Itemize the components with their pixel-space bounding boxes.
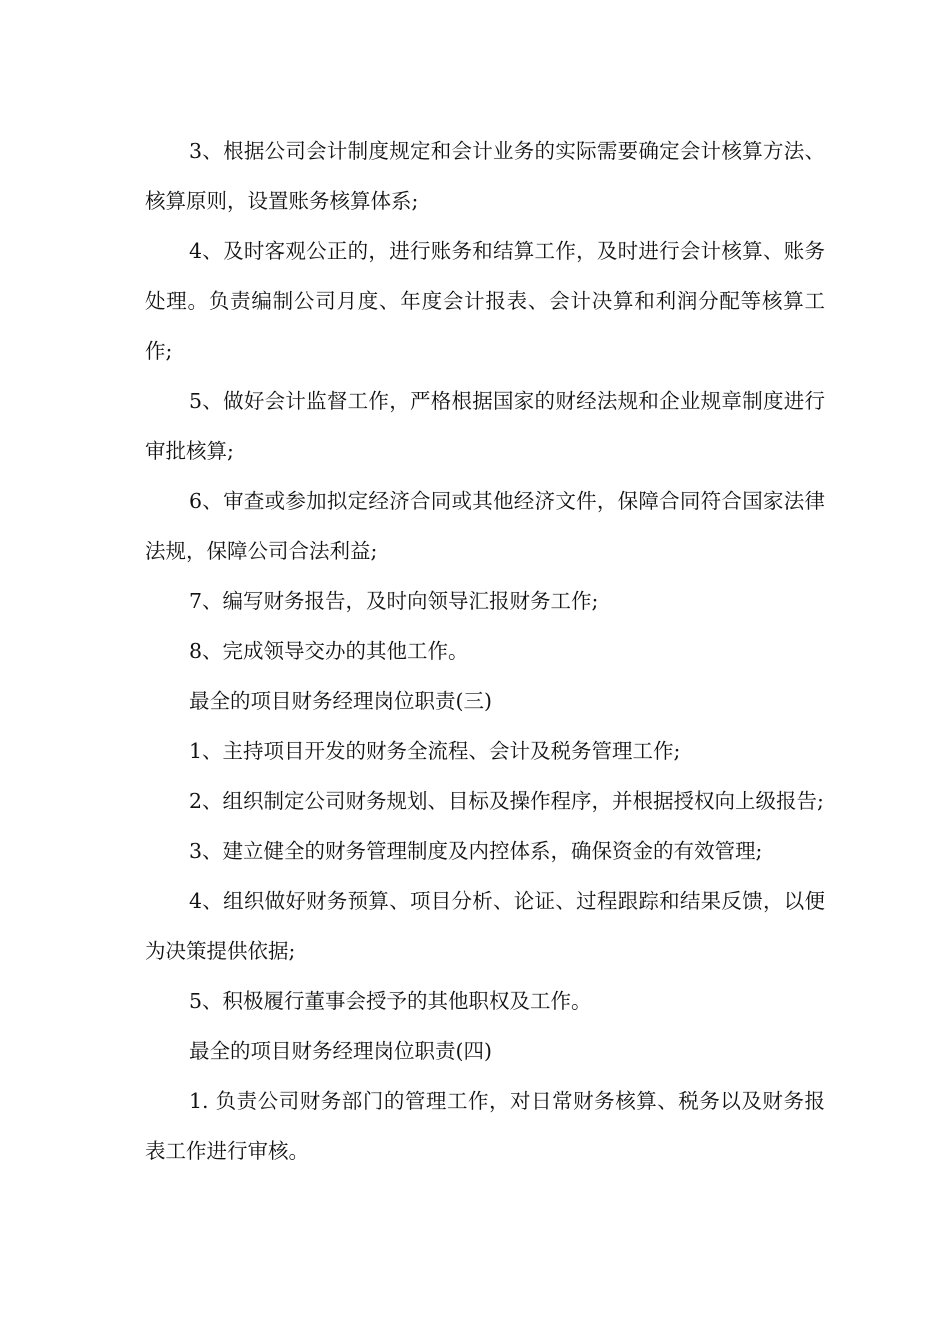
paragraph: 1、主持项目开发的财务全流程、会计及税务管理工作;: [189, 739, 681, 763]
paragraph: 8、完成领导交办的其他工作。: [189, 639, 469, 663]
paragraph: 3、建立健全的财务管理制度及内控体系，确保资金的有效管理;: [189, 839, 763, 863]
section-heading: 最全的项目财务经理岗位职责(三): [189, 689, 492, 713]
paragraph: 6、审查或参加拟定经济合同或其他经济文件，保障合同符合国家法律法规，保障公司合法利益;: [145, 489, 825, 563]
paragraph: 3、根据公司会计制度规定和会计业务的实际需要确定会计核算方法、核算原则，设置账务核算体系;: [145, 139, 825, 213]
paragraph: 7、编写财务报告，及时向领导汇报财务工作;: [189, 589, 599, 613]
paragraph: 1. 负责公司财务部门的管理工作，对日常财务核算、税务以及财务报表工作进行审核。: [145, 1089, 825, 1163]
paragraph: 5、积极履行董事会授予的其他职权及工作。: [189, 989, 592, 1013]
section-heading: 最全的项目财务经理岗位职责(四): [189, 1039, 492, 1063]
paragraph: 5、做好会计监督工作，严格根据国家的财经法规和企业规章制度进行审批核算;: [145, 389, 825, 463]
paragraph: 4、组织做好财务预算、项目分析、论证、过程跟踪和结果反馈，以便为决策提供依据;: [145, 889, 825, 963]
paragraph: 4、及时客观公正的，进行账务和结算工作，及时进行会计核算、账务处理。负责编制公司月度、年度会计报表、会计决算和利润分配等核算工作;: [145, 239, 825, 363]
paragraph: 2、组织制定公司财务规划、目标及操作程序，并根据授权向上级报告;: [189, 789, 824, 813]
document-body: [145, 126, 825, 1176]
